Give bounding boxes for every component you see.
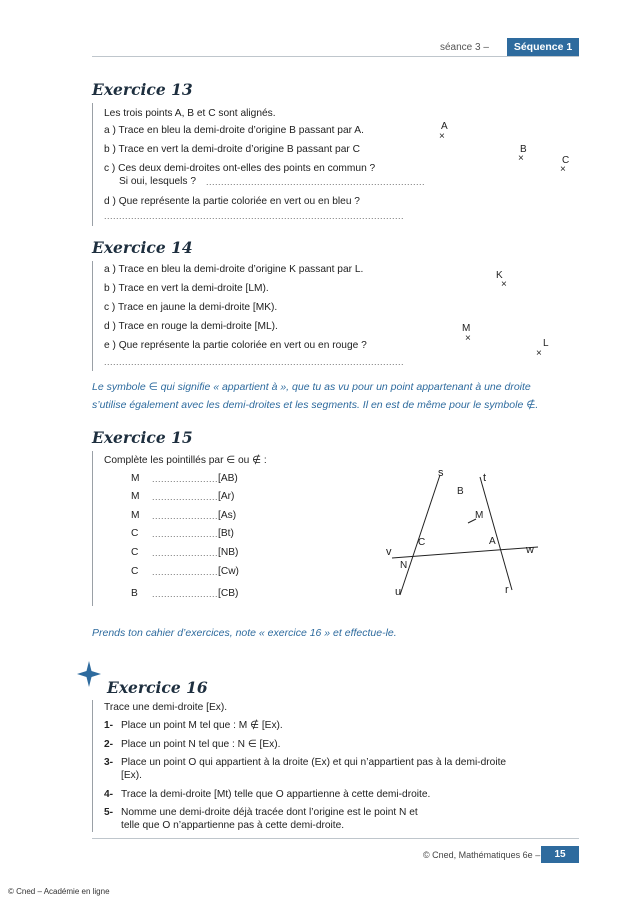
star-icon — [76, 660, 102, 688]
ex14-e: e ) Que représente la partie coloriée en vert ou en rouge ? — [104, 340, 367, 351]
ex14-point-L-label: L — [543, 338, 549, 349]
ex16-step2-num: 2- — [104, 739, 114, 750]
ex15-row-set: [Bt) — [218, 528, 234, 539]
ex14-point-M-label: M — [462, 323, 471, 334]
ex15-row-point: M — [131, 473, 140, 484]
ex13-c2: Si oui, lesquels ? — [119, 176, 197, 187]
ex13-title: Exercice 13 — [92, 80, 193, 99]
ex14-point-L-mark: × — [536, 348, 542, 359]
fig-label-A: A — [489, 536, 496, 547]
ex13-point-B-label: B — [520, 144, 527, 155]
ex15-row-set: [CB) — [218, 588, 239, 599]
ex13-d: d ) Que représente la partie coloriée en vert ou en bleu ? — [104, 196, 360, 207]
ex15-intro: Complète les pointillés par ∈ ou ∉ : — [104, 455, 267, 466]
ex15-row-set: [Ar) — [218, 491, 235, 502]
ex15-row-dots: ...................... — [152, 589, 219, 599]
ex15-bar — [92, 451, 93, 606]
ex16-step3-num: 3- — [104, 757, 114, 768]
ex16-step3-line2: [Ex). — [121, 770, 142, 781]
ex13-c-dots: ......................................................................... — [206, 177, 426, 187]
note-cahier: Prends ton cahier d’exercices, note « exercice 16 » et effectue-le. — [92, 627, 397, 639]
ex15-row-set: [NB) — [218, 547, 239, 558]
ex14-a: a ) Trace en bleu la demi-droite d’origine K passant par L. — [104, 264, 364, 275]
ex15-figure — [380, 465, 560, 605]
ex15-row-dots: ...................... — [152, 474, 219, 484]
ex15-row-point: C — [131, 547, 139, 558]
sequence-badge: Séquence 1 — [507, 38, 579, 57]
ex15-title: Exercice 15 — [92, 428, 193, 447]
ex15-row-set: [AB) — [218, 473, 238, 484]
ex15-row-dots: ...................... — [152, 529, 219, 539]
fig-label-w: w — [526, 544, 534, 556]
ex16-step5-line1: Nomme une demi-droite déjà tracée dont l’origine est le point N et — [121, 807, 418, 818]
ex13-b: b ) Trace en vert la demi-droite d’origine B passant par C — [104, 144, 360, 155]
ex13-point-C-label: C — [562, 155, 570, 166]
ex16-step1-num: 1- — [104, 720, 114, 731]
ex14-e-dots: .................................................................................................... — [104, 357, 405, 367]
note-symbols-line1: Le symbole ∈ qui signifie « appartient à », que tu as vu pour un point appartenant à une droite — [92, 381, 531, 393]
ex16-title: Exercice 16 — [107, 678, 208, 697]
ex15-row-dots: ...................... — [152, 567, 219, 577]
ex14-c: c ) Trace en jaune la demi-droite [MK). — [104, 302, 278, 313]
ex15-row-set: [As) — [218, 510, 237, 521]
ex15-row-dots: ...................... — [152, 548, 219, 558]
ex14-point-K-mark: × — [501, 279, 507, 290]
ex13-point-A-mark: × — [439, 131, 445, 142]
note-symbols-line2: s’utilise également avec les demi-droites et les segments. Il en est de même pour le symbole ∉. — [92, 399, 539, 411]
ex15-row-point: M — [131, 491, 140, 502]
fig-label-M: M — [475, 510, 484, 521]
ex13-d-dots: .................................................................................................... — [104, 211, 405, 221]
fig-label-v: v — [386, 546, 392, 558]
ex15-row-dots: ...................... — [152, 492, 219, 502]
ex16-step4: Trace la demi-droite [Mt) telle que O appartienne à cette demi-droite. — [121, 789, 431, 800]
ex14-bar — [92, 261, 93, 371]
ex14-point-M-mark: × — [465, 333, 471, 344]
ex16-step5-line2: telle que O n’appartienne pas à cette demi-droite. — [121, 820, 345, 831]
fig-label-t: t — [483, 472, 487, 484]
header-seance: séance 3 – — [440, 42, 489, 53]
header-rule — [92, 56, 579, 57]
footer-credit: © Cned, Mathématiques 6e – — [423, 850, 541, 860]
ex14-point-K-label: K — [496, 270, 503, 281]
ex15-row-point: C — [131, 528, 139, 539]
ex16-step3-line1: Place un point O qui appartient à la droite (Ex) et qui n’appartient pas à la demi-droite — [121, 757, 507, 768]
fig-label-C: C — [418, 537, 426, 548]
ex13-a: a ) Trace en bleu la demi-droite d’origine B passant par A. — [104, 125, 364, 136]
fig-label-u: u — [395, 586, 402, 598]
ex16-bar — [92, 700, 93, 832]
ex15-row-point: C — [131, 566, 139, 577]
fig-label-N: N — [400, 560, 408, 571]
ex16-step4-num: 4- — [104, 789, 114, 800]
ex16-step1: Place un point M tel que : M ∉ [Ex). — [121, 720, 283, 731]
ex16-intro: Trace une demi-droite [Ex). — [104, 702, 228, 713]
ex13-bar — [92, 103, 93, 226]
copyright: © Cned – Académie en ligne — [8, 887, 110, 896]
ex14-b: b ) Trace en vert la demi-droite [LM). — [104, 283, 269, 294]
ex16-step5-num: 5- — [104, 807, 114, 818]
page-number: 15 — [541, 846, 579, 863]
ex15-row-point: B — [131, 588, 138, 599]
ex16-step2: Place un point N tel que : N ∈ [Ex). — [121, 739, 281, 750]
ex14-title: Exercice 14 — [92, 238, 193, 257]
fig-label-B: B — [457, 486, 464, 497]
ex13-intro: Les trois points A, B et C sont alignés. — [104, 108, 276, 119]
fig-label-s: s — [438, 467, 444, 479]
footer-rule — [92, 838, 579, 839]
ex15-row-set: [Cw) — [218, 566, 239, 577]
ex15-row-point: M — [131, 510, 140, 521]
ex13-point-A-label: A — [441, 121, 448, 132]
ex14-d: d ) Trace en rouge la demi-droite [ML). — [104, 321, 278, 332]
ex13-point-B-mark: × — [518, 153, 524, 164]
ex13-point-C-mark: × — [560, 164, 566, 175]
ex13-c1: c ) Ces deux demi-droites ont-elles des points en commun ? — [104, 163, 376, 174]
fig-label-r: r — [505, 584, 509, 596]
ex15-row-dots: ...................... — [152, 511, 219, 521]
